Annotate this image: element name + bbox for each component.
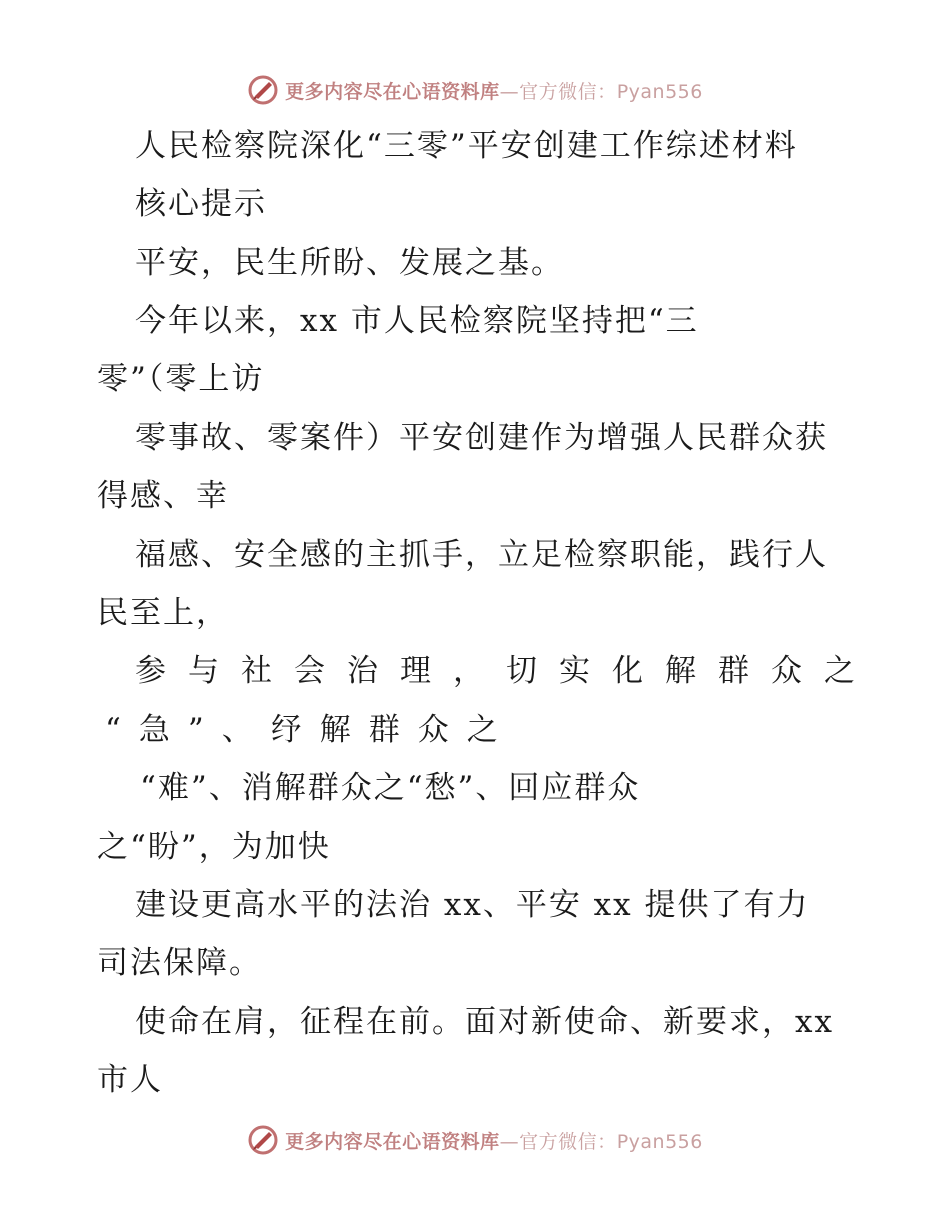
paragraph-line: 市人 [97, 1062, 163, 1098]
brand-logo-icon [247, 1124, 279, 1156]
paragraph-line: 民至上， [97, 595, 229, 631]
paragraph-line: 福感、安全感的主抓手，立足检察职能，践行人 [135, 537, 828, 573]
watermark-wechat-id: Pyan556 [616, 80, 703, 103]
watermark-wechat-label: 官方微信： [519, 80, 617, 103]
document-title: 人民检察院深化“三零”平安创建工作综述材料 [135, 128, 798, 164]
paragraph-line: 零事故、零案件）平安创建作为增强人民群众获 [135, 420, 828, 456]
brand-logo-icon [247, 74, 279, 106]
header-watermark [0, 70, 950, 110]
watermark-dash: — [499, 1130, 520, 1153]
watermark-dash: — [499, 80, 520, 103]
paragraph-line: 今年以来，xx 市人民检察院坚持把“三 [135, 303, 699, 339]
paragraph-line: 司法保障。 [97, 945, 262, 981]
paragraph-line: 建设更高水平的法治 xx、平安 xx 提供了有力 [135, 887, 810, 923]
watermark-wechat-label: 官方微信： [519, 1130, 617, 1153]
watermark-wechat-id: Pyan556 [616, 1130, 703, 1153]
paragraph-line: 得感、幸 [97, 478, 229, 514]
paragraph-line: 平安，民生所盼、发展之基。 [135, 245, 564, 281]
paragraph-line: 参与社会治理，切实化解群众之 [135, 653, 877, 689]
paragraph-line: “难”、消解群众之“愁”、回应群众 [140, 770, 641, 806]
watermark-text [285, 1127, 703, 1154]
paragraph-line: “急”、纾解群众之 [105, 712, 516, 748]
paragraph-line: 零”（零上访 [97, 361, 265, 397]
paragraph-line: 使命在肩，征程在前。面对新使命、新要求，xx [135, 1004, 834, 1040]
paragraph-line: 之“盼”，为加快 [97, 829, 331, 865]
watermark-brand: 更多内容尽在心语资料库 [285, 1130, 500, 1153]
watermark-brand: 更多内容尽在心语资料库 [285, 80, 500, 103]
section-heading: 核心提示 [135, 186, 267, 222]
watermark-text [285, 77, 703, 104]
footer-watermark [0, 1120, 950, 1160]
